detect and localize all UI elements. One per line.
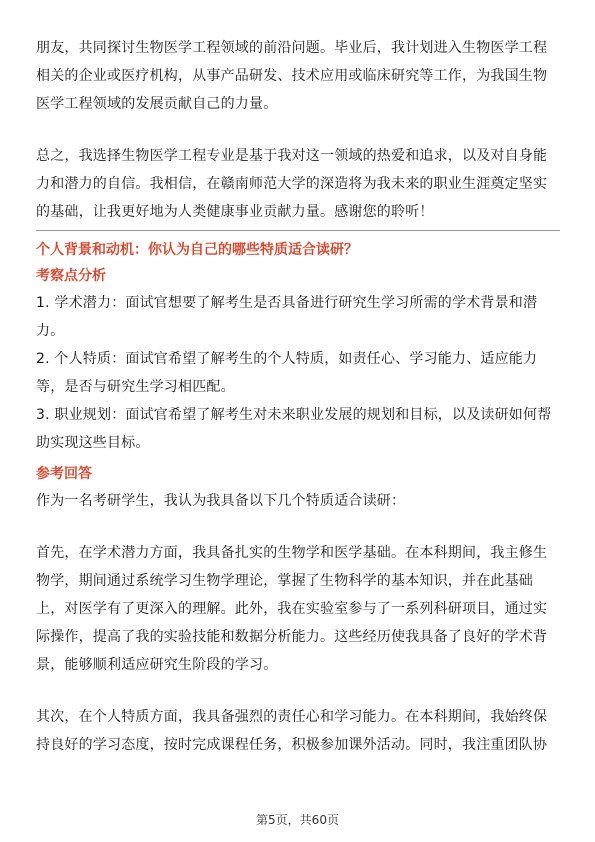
question-title: 个人背景和动机：你认为自己的哪些特质适合读研？	[36, 242, 358, 258]
page-footer: 第5页，共60页	[256, 813, 339, 827]
analysis-item-3: 3. 职业规划：面试官希望了解考生对未来职业发展的规划和目标，以及读研如何帮 助实现这些目标。	[36, 407, 552, 451]
answer-intro: 作为一名考研学生，我认为我具备以下几个特质适合读研：	[36, 493, 406, 509]
document-body	[36, 34, 560, 759]
answer-heading: 参考回答	[36, 466, 92, 482]
section-divider	[36, 230, 560, 231]
paragraph-intro-end: 朋友，共同探讨生物医学工程领域的前沿问题。毕业后，我计划进入生物医学工程 相关的企业或医疗机构，从事产品研发、技术应用或临床研究等工作，为我国生物 医学工程领域的发展贡献自己的力量。	[36, 40, 548, 112]
paragraph-conclusion: 总之，我选择生物医学工程专业是基于我对这一领域的热爱和追求，以及对自身能 力和潜力的自信。我相信，在赣南师范大学的深造将为我未来的职业生涯奠定坚实 的基础，让我更好地为人类健康事业贡献力量。感谢您的聆听！	[36, 148, 548, 220]
answer-paragraph-2: 其次，在个人特质方面，我具备强烈的责任心和学习能力。在本科期间，我始终保 持良好的学习态度，按时完成课程任务，积极参加课外活动。同时，我注重团队协	[36, 709, 548, 753]
analysis-heading: 考察点分析	[36, 268, 106, 284]
answer-paragraph-1: 首先，在学术潜力方面，我具备扎实的生物学和医学基础。在本科期间，我主修生 物学，期间通过系统学习生物学理论，掌握了生物科学的基本知识，并在此基础 上，对医学有了更深入的理解。此外，我在实验室参与了一系列科研项目，通过实 际操作，提高了我的实验技能和数据分析能力。这些经历使我具备了良好的学术背 景，能够顺利适应研究生阶段的学习。	[36, 545, 548, 673]
analysis-item-2: 2. 个人特质：面试官希望了解考生的个人特质，如责任心、学习能力、适应能力 等，是否与研究生学习相匹配。	[36, 351, 538, 395]
analysis-item-1: 1. 学术潜力：面试官想要了解考生是否具备进行研究生学习所需的学术背景和潜 力。	[36, 295, 538, 339]
